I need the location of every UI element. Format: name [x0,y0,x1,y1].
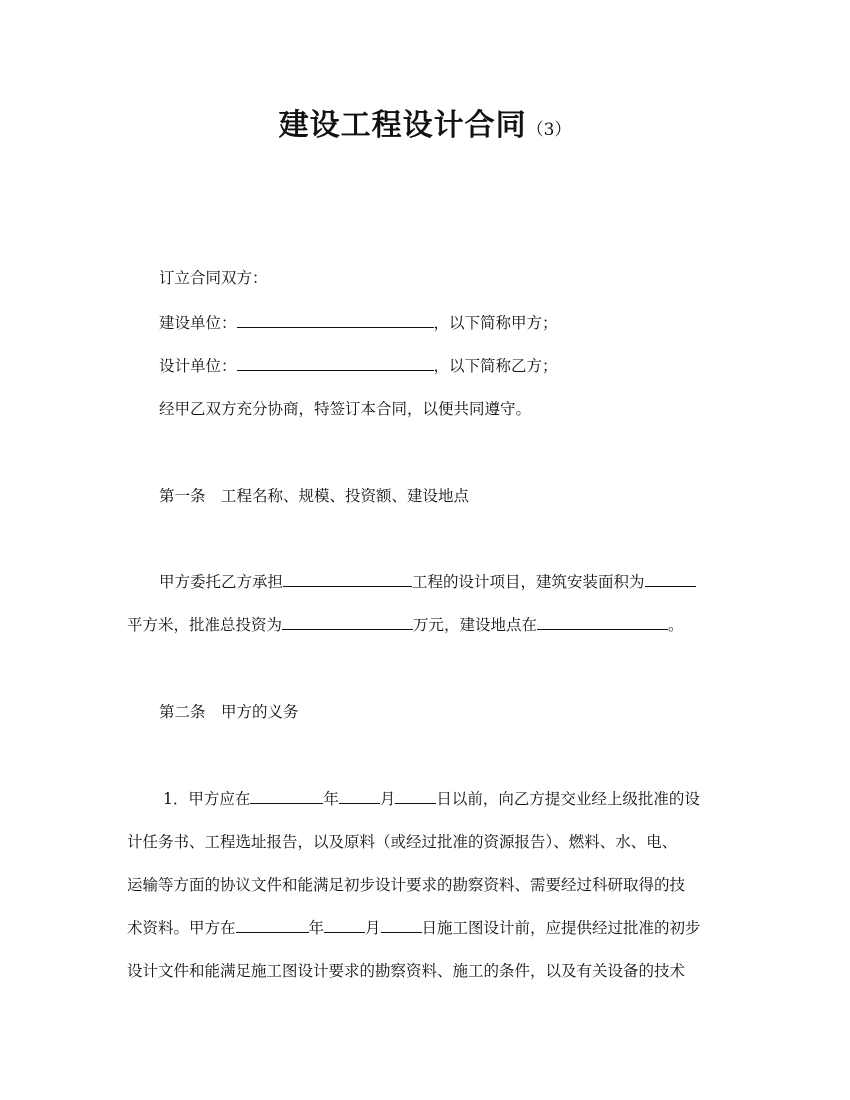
a2-l4-c: 月 [365,919,381,937]
party-b-line [159,354,558,376]
a2-l1-b: 年 [323,790,339,808]
parties-intro: 订立合同双方： [159,269,268,287]
article2-line1 [163,787,700,809]
a2-l4-d: 日施工图设计前，应提供经过批准的初步 [421,919,701,937]
agreement-text: 经甲乙双方充分协商，特签订本合同，以便共同遵守。 [159,400,532,418]
article1-text-c: 平方米，批准总投资为 [127,616,283,634]
article2-line3: 运输等方面的协议文件和能满足初步设计要求的勘察资料、需要经过科研取得的技 [127,876,686,894]
article2-line4 [127,916,701,938]
party-b-suffix: ，以下简称乙方； [433,357,558,375]
party-b-label: 设计单位： [159,357,237,375]
party-a-blank[interactable] [237,313,434,328]
month-blank-2[interactable] [324,918,365,933]
article1-heading: 第一条 工程名称、规模、投资额、建设地点 [159,487,470,505]
month-blank-1[interactable] [339,789,380,804]
article1-text-a: 甲方委托乙方承担 [159,573,284,591]
party-b-blank[interactable] [237,356,434,371]
location-blank[interactable] [537,615,668,630]
a2-l4-b: 年 [308,919,325,937]
party-a-suffix: ，以下简称甲方； [433,314,558,332]
article2-heading: 第二条 甲方的义务 [159,703,299,721]
article1-line2 [127,613,684,635]
investment-blank[interactable] [282,615,413,630]
article1-line1 [159,570,696,592]
document-title [0,100,850,144]
party-a-label: 建设单位： [159,314,237,332]
a2-l1-a: 1．甲方应在 [163,790,251,808]
party-a-line [159,311,558,333]
article1-text-b: 工程的设计项目，建筑安装面积为 [412,573,645,591]
day-blank-1[interactable] [395,789,436,804]
title-sub: （3） [526,120,572,140]
article1-text-d: 万元，建设地点在 [413,616,538,634]
article2-line2: 计任务书、工程选址报告，以及原料（或经过批准的资源报告）、燃料、水、电、 [127,833,678,851]
day-blank-2[interactable] [381,918,422,933]
title-main: 建设工程设计合同 [278,108,527,143]
year-blank-2[interactable] [236,918,309,933]
area-blank[interactable] [645,572,696,587]
article1-text-e: 。 [668,616,684,634]
year-blank-1[interactable] [250,789,323,804]
article2-line5: 设计文件和能满足施工图设计要求的勘察资料、施工的条件，以及有关设备的技术 [127,962,686,980]
a2-l1-c: 月 [379,790,396,808]
a2-l1-d: 日以前，向乙方提交业经上级批准的设 [436,790,700,808]
a2-l4-a: 术资料。甲方在 [127,919,236,937]
project-name-blank[interactable] [283,572,412,587]
